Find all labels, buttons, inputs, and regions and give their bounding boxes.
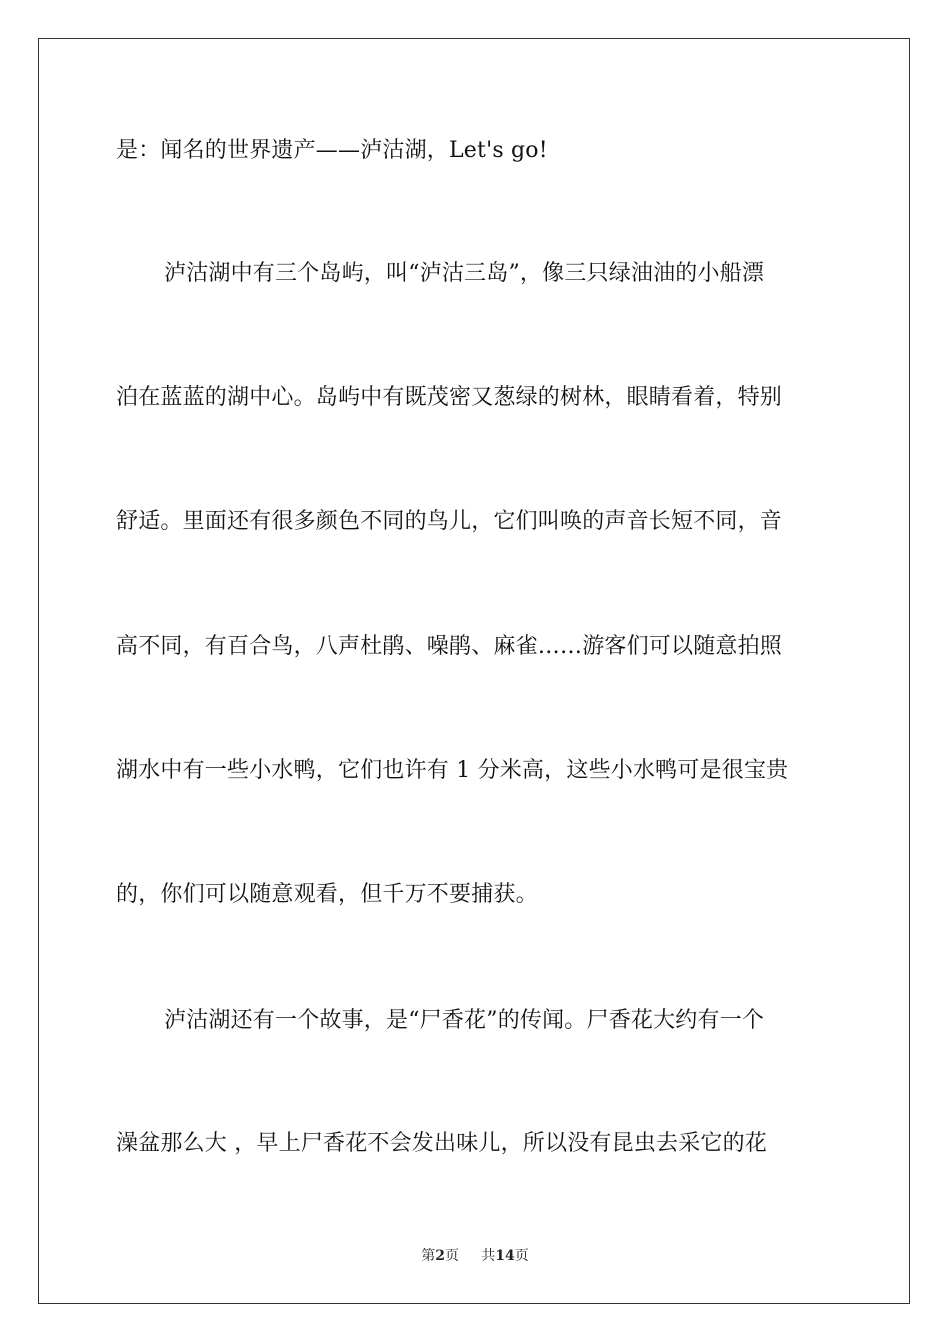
page-current: 2 xyxy=(435,1248,445,1264)
total-prefix: 共 xyxy=(481,1248,496,1264)
text-line-5: 高不同，有百合鸟，八声杜鹃、噪鹃、麻雀……游客们可以随意拍照 xyxy=(116,634,783,659)
text-line-9: 澡盆那么大 ，早上尸香花不会发出味儿，所以没有昆虫去采它的花 xyxy=(116,1131,767,1156)
text-line-4: 舒适。里面还有很多颜色不同的鸟儿，它们叫唤的声音长短不同，音 xyxy=(116,509,783,534)
text-line-1: 是：闻名的世界遗产——泸沽湖，Let's go! xyxy=(116,138,548,163)
page-footer xyxy=(0,1247,950,1265)
page-frame xyxy=(38,38,910,1304)
text-line-7: 的，你们可以随意观看，但千万不要捕获。 xyxy=(116,882,538,907)
total-suffix: 页 xyxy=(514,1248,529,1264)
page-total: 14 xyxy=(495,1248,515,1264)
text-line-2: 泸沽湖中有三个岛屿，叫“泸沽三岛”，像三只绿油油的小船漂 xyxy=(164,261,765,286)
page-prefix: 第 xyxy=(421,1248,436,1264)
page-suffix: 页 xyxy=(445,1248,459,1264)
text-line-3: 泊在蓝蓝的湖中心。岛屿中有既茂密又葱绿的树林，眼睛看着，特别 xyxy=(116,385,783,410)
text-line-8: 泸沽湖还有一个故事，是“尸香花”的传闻。尸香花大约有一个 xyxy=(164,1008,765,1033)
text-line-6: 湖水中有一些小水鸭，它们也许有 1 分米高，这些小水鸭可是很宝贵 xyxy=(116,758,789,783)
